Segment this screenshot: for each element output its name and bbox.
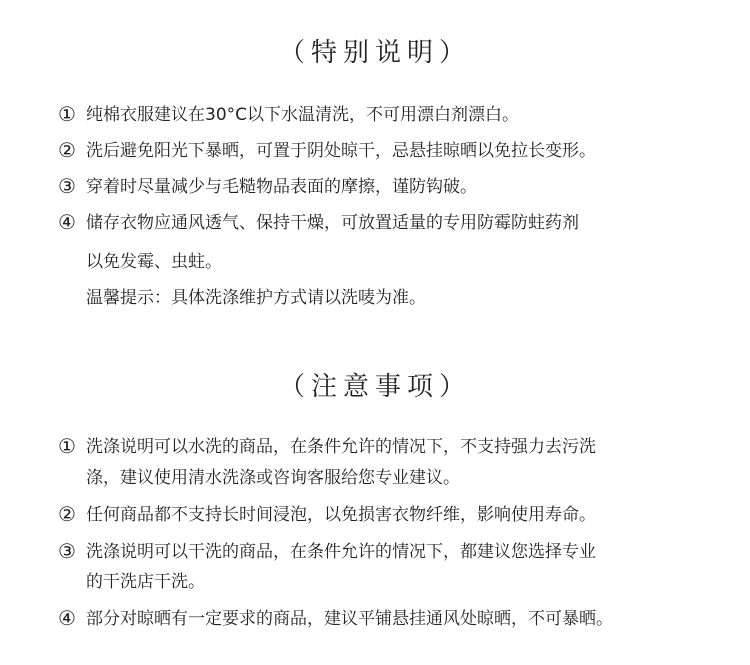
precaution-item [58, 535, 738, 569]
item-text-continuation: 涤，建议使用清水洗涤或咨询客服给您专业建议。 [86, 468, 460, 488]
precaution-item [58, 602, 738, 636]
item-text: 任何商品都不支持长时间浸泡，以免损害衣物纤维，影响使用寿命。 [86, 505, 596, 525]
item-number: ① [58, 102, 76, 126]
item-text: 纯棉衣服建议在30°C以下水温清洗，不可用漂白剂漂白。 [86, 105, 520, 125]
item-number: ③ [58, 174, 76, 198]
item-text: 洗涤说明可以水洗的商品，在条件允许的情况下，不支持强力去污洗 [86, 437, 596, 457]
item-number: ④ [58, 210, 76, 234]
special-note-item [58, 170, 738, 204]
special-note-item [58, 98, 738, 132]
item-text: 部分对晾晒有一定要求的商品，建议平铺悬挂通风处晾晒，不可暴晒。 [86, 609, 613, 629]
item-number: ③ [58, 539, 76, 563]
care-tip: 温馨提示：具体洗涤维护方式请以洗唛为准。 [86, 288, 426, 308]
precautions-title: （注意事项） [278, 372, 471, 402]
item-text-continuation: 以免发霉、虫蛀。 [86, 252, 222, 272]
item-number: ④ [58, 606, 76, 630]
item-number: ① [58, 434, 76, 458]
precaution-item [58, 498, 738, 532]
item-number: ② [58, 138, 76, 162]
item-text: 洗后避免阳光下暴晒，可置于阴处晾干，忌悬挂晾晒以免拉长变形。 [86, 141, 596, 161]
item-text: 洗涤说明可以干洗的商品，在条件允许的情况下，都建议您选择专业 [86, 542, 596, 562]
special-note-item [58, 134, 738, 168]
item-text: 储存衣物应通风透气、保持干燥，可放置适量的专用防霉防蛀药剂 [86, 213, 579, 233]
item-text-continuation: 的干洗店干洗。 [86, 572, 205, 592]
precaution-item [58, 430, 738, 464]
item-text: 穿着时尽量减少与毛糙物品表面的摩擦，谨防钩破。 [86, 177, 477, 197]
special-notes-title: （特别说明） [278, 38, 471, 68]
special-note-item [58, 206, 738, 240]
item-number: ② [58, 502, 76, 526]
